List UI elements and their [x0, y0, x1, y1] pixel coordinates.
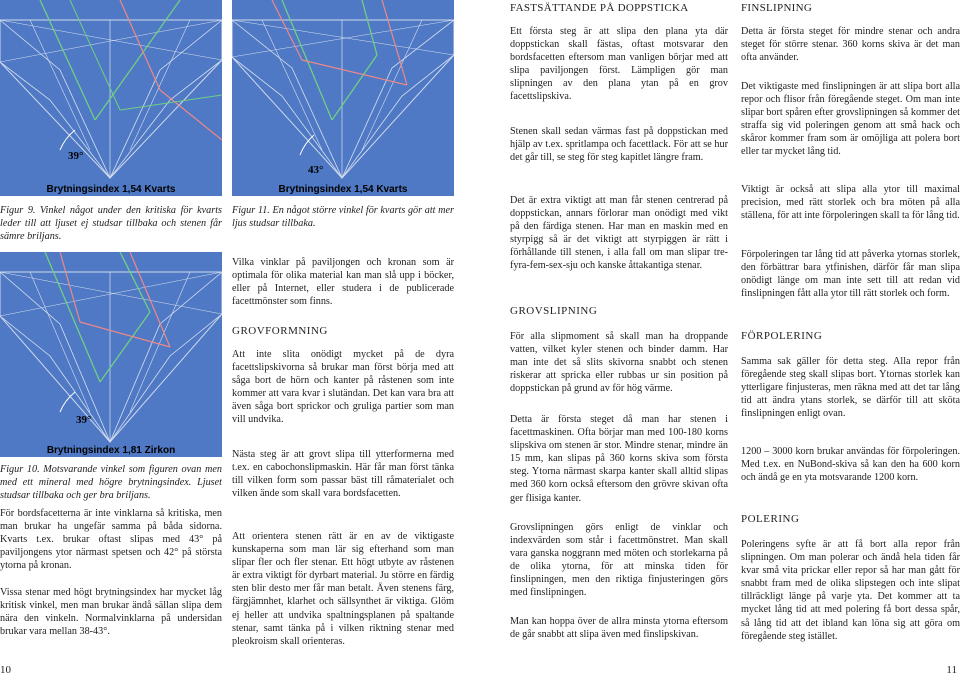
paragraph: Man kan hoppa över de allra minsta ytorna eftersom de går snabbt att slipa även med finslipskivan. — [510, 616, 728, 641]
paragraph: Det viktigaste med finslipningen är att slipa bort alla repor och flisor från föregående steget. Om man inte slipar bort spåren efter grovslipningen så kommer det straffa sig vid poleringen genom att små hack och skåror kommer fram som är omöjliga att polera bort eller tar mycket lång tid. — [741, 81, 960, 158]
gem-diagram-svg — [0, 0, 222, 196]
page-number-right: 11 — [946, 664, 957, 676]
figure-9-caption: Figur 9. Vinkel något under den kritiska för kvarts leder till att ljuset ej studsar tillbaka och stenen får sämre briljans. — [0, 205, 222, 243]
paragraph: Samma sak gäller för detta steg. Alla repor från föregående steg skall slipas bort. Ytornas storlek kan ytterligare finjusteras, men räkna med att det tar lång tid att ändra ytans storlek, se därför till att sköta finslipningen enligt ovan. — [741, 356, 960, 420]
gem-diagram-svg — [232, 0, 454, 196]
figure-label: Brytningsindex 1,81 Zirkon — [46, 445, 176, 456]
paragraph: Att inte slita onödigt mycket på de dyra facettslipskivorna så brukar man först börja med att såga bort de hörn och kanter på råstenen som inte kommer att vara kvar i slutändan. Det kan vara bra att även såga bort sprickor och gruliga partier som man vill undvika. — [232, 349, 454, 426]
paragraph: Stenen skall sedan värmas fast på doppstickan med hjälp av t.ex. spritlampa och facettlack. För att se hur det går till, se steg för steg kapitlet längre fram. — [510, 126, 728, 164]
paragraph: För bordsfacetterna är inte vinklarna så kritiska, men man brukar ha ungefär samma på båda sidorna. Kvarts t.ex. brukar oftast slipas med 43° på paviljongens ytor närmast spetsen och 42° på största ytorna på kronan. — [0, 508, 222, 572]
paragraph: Vissa stenar med högt brytningsindex har mycket låg kritisk vinkel, men man brukar ändå sällan slipa dem nära den vinkeln. Normalvinklarna på undersidan brukar vara mellan 38-43°. — [0, 587, 222, 638]
paragraph: Det är extra viktigt att man får stenen centrerad på doppstickan, annars förlorar man onödigt med vikt på den färdiga stenen. Har man en maskin med en styrpigg så är det viktigt att styrpiggen är rätt i förhållande till stenen, i alla fall om man slipar tre-fyra-fem-sex-sju och kanske åttakantiga stenar. — [510, 195, 728, 272]
section-heading-polering: POLERING — [741, 513, 800, 525]
angle-label: 43° — [308, 164, 324, 176]
angle-label: 39° — [76, 414, 92, 426]
figure-11-diagram — [232, 0, 454, 196]
paragraph: Grovslipningen görs enligt de vinklar och indexvärden som står i facettmönstret. Man skall vara ganska noggrann med möten och storlekarna på de olika ytorna, för att minska tiden för finslipningen, men den riktiga finjusteringen görs med finslipningen. — [510, 522, 728, 599]
figure-10-caption: Figur 10. Motsvarande vinkel som figuren ovan men med ett mineral med högre brytningsindex. Ljuset studsar tillbaka och ger bra briljans. — [0, 464, 222, 502]
paragraph: Ett första steg är att slipa den plana yta där doppstickan skall fästas, oftast motsvarar den bordsfacetten eftersom man vanligen börjar med att slipa paviljongen först. Lämpligen gör man slipningen av den plana ytan på en grov facettslipskiva. — [510, 26, 728, 103]
gem-diagram-svg — [0, 252, 222, 457]
section-header-fastsattande: FASTSÄTTANDE PÅ DOPPSTICKA — [510, 2, 689, 14]
section-heading-grovformning: GROVFORMNING — [232, 325, 328, 337]
paragraph: Vilka vinklar på paviljongen och kronan som är optimala för olika material kan man slå upp i böcker, eller på Internet, eller studera i de publicerade facettmönster som finns. — [232, 257, 454, 308]
figure-9-diagram — [0, 0, 222, 196]
figure-11-caption: Figur 11. En något större vinkel för kvarts gör att mer ljus studsar tillbaka. — [232, 205, 454, 230]
angle-label: 39° — [68, 150, 84, 162]
paragraph: Detta är första steget för mindre stenar och andra steget för större stenar. 360 korns skiva är det man ofta använder. — [741, 26, 960, 64]
section-heading-forpolering: FÖRPOLERING — [741, 330, 823, 342]
figure-10-diagram — [0, 252, 222, 457]
paragraph: Förpoleringen tar lång tid att påverka ytornas storlek, den förbättrar bara ytfinishen, därför får man slipa onödigt länge om man inte sett till att redan vid finslipningen fått alla ytor till rätt storlek och form. — [741, 249, 960, 300]
paragraph: Poleringens syfte är att få bort alla repor från slipningen. Om man polerar och ändå hela tiden får kvar små vita prickar eller repor så har man gått för snabbt fram med de olika slipstegen och inte slipat tillräckligt länge på varje yta. Det kommer att ta mycket lång tid att med polering få bort dessa spår, så lång tid att det ibland kan löna sig att göra om föregående steg istället. — [741, 539, 960, 642]
paragraph: 1200 – 3000 korn brukar användas för förpoleringen. Med t.ex. en NuBond-skiva så kan den ha 600 korn och ändå ge en yta motsvarande 1200 korn. — [741, 446, 960, 484]
figure-label: Brytningsindex 1,54 Kvarts — [278, 184, 408, 195]
figure-label: Brytningsindex 1,54 Kvarts — [46, 184, 176, 195]
page-number-left: 10 — [0, 664, 11, 676]
paragraph: För alla slipmoment så skall man ha droppande vatten, vilket kyler stenen och binder damm. Har man inte det så slits skivorna snabbt och stenen riskerar att spricka eller rubbas ur sin position på doppstickan på grund av för hög värme. — [510, 331, 728, 395]
paragraph: Nästa steg är att grovt slipa till ytterformerna med t.ex. en cabochonslipmaskin. Här får man först tänka till vilken form som passar bäst till råmaterialet och vilken ände som skall vara bordsfacetten. — [232, 449, 454, 500]
paragraph: Viktigt är också att slipa alla ytor till maximal precision, med rätt storlek och bra möten på alla ställena, för att inte förpoleringen skall ta för lång tid. — [741, 184, 960, 222]
paragraph: Att orientera stenen rätt är en av de viktigaste kunskaperna som man lär sig efterhand som man slipar fler och fler stenar. Ett högt utbyte av råstenen är extra viktigt för dyrbart material. Ju större en färdig sten blir desto mer får man betalt. Även stenens färg, färgjämnhet, klarhet och sällsynthet är viktiga. Glöm ej heller att undvika spaltningsplanen på spaltande stenar, samt tänka på i vilken riktning stenar med pleokroism skall orienteras. — [232, 531, 454, 647]
paragraph: Detta är första steget då man har stenen i facettmaskinen. Ofta börjar man med 100-180 korns slipskiva om stenen är stor. Mindre stenar, mindre än 15 mm, kan slipas på 360 korns skiva som första steg. Ytorna närmast skarpa kanter skall alltid slipas med 360 korn också eftersom den grövre skivan ofta ger flisiga kanter. — [510, 414, 728, 504]
section-header-finslipning: FINSLIPNING — [741, 2, 813, 14]
section-heading-grovslipning: GROVSLIPNING — [510, 305, 598, 317]
